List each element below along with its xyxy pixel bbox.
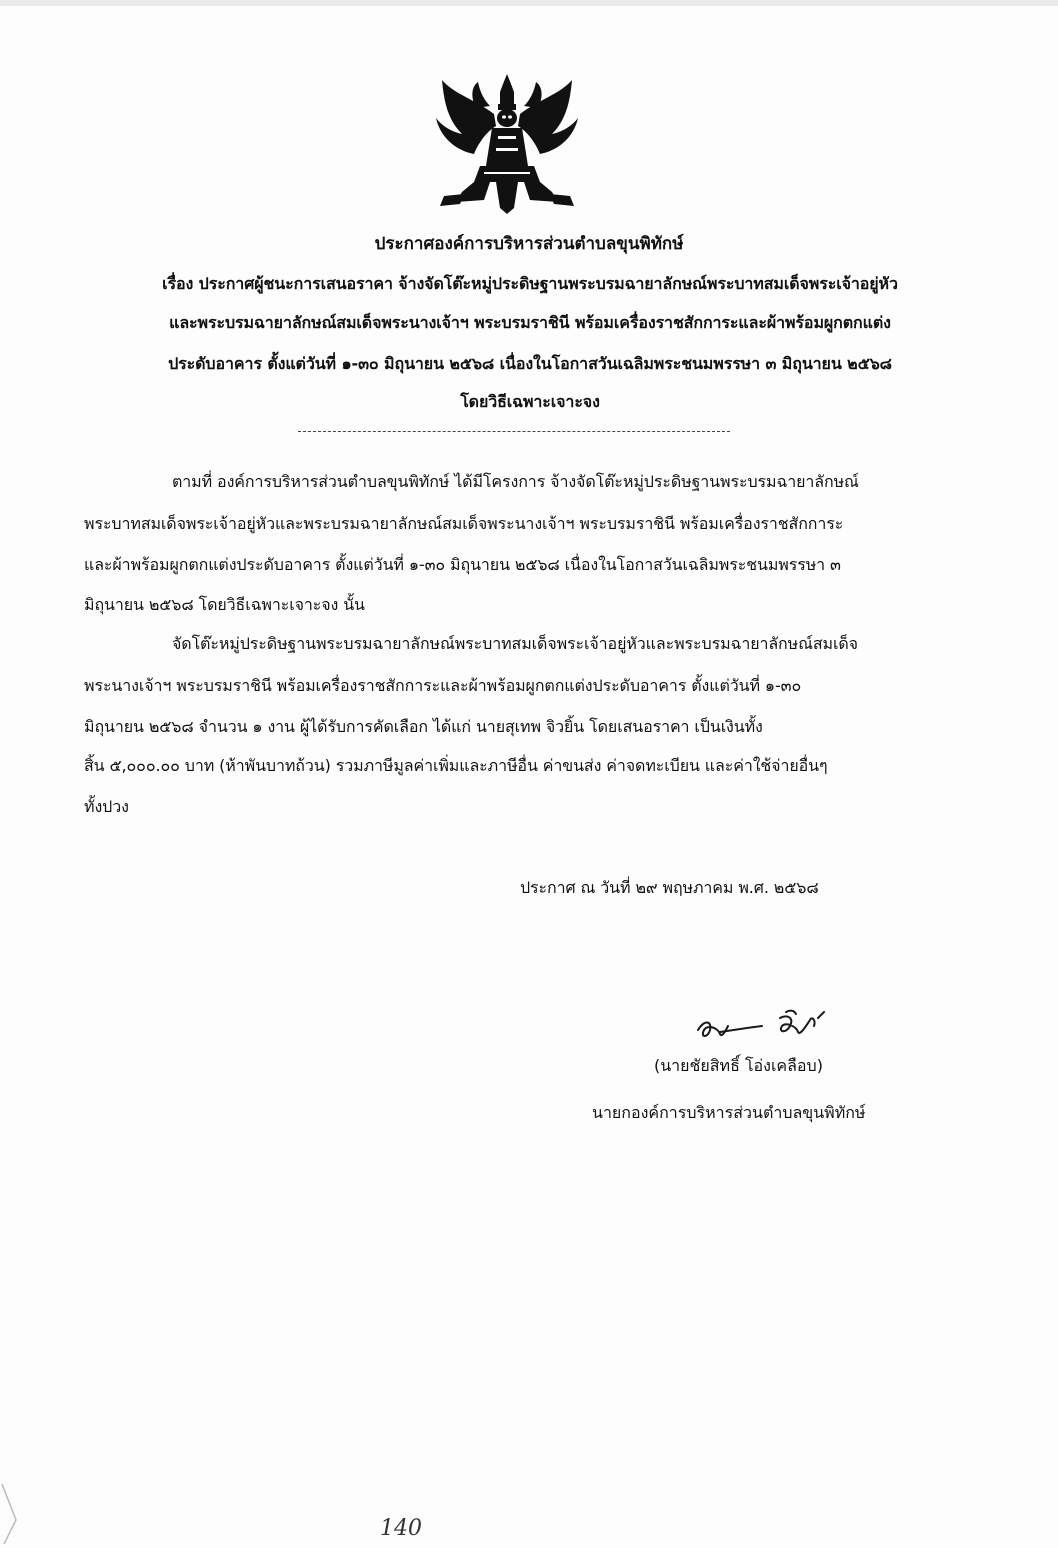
signer-position: นายกองค์การบริหารส่วนตำบลขุนพิทักษ์ <box>592 1103 866 1122</box>
handwritten-page-number: 140 <box>380 1516 422 1541</box>
paragraph2-line-3: มิถุนายน ๒๕๖๘ จำนวน ๑ งาน ผู้ได้รับการคัดเลือก ได้แก่ นายสุเทพ จิวยิ้น โดยเสนอราคา เป็นเงินทั้ง <box>84 717 763 736</box>
subject-line-4: โดยวิธีเฉพาะเจาะจง <box>460 392 600 411</box>
paragraph1-line-3: และผ้าพร้อมผูกตกแต่งประดับอาคาร ตั้งแต่วันที่ ๑-๓๐ มิถุนายน ๒๕๖๘ เนื่องในโอกาสวันเฉลิมพระชนมพรรษา ๓ <box>84 555 841 574</box>
paragraph2-line-4: สิ้น ๕,๐๐๐.๐๐ บาท (ห้าพันบาทถ้วน) รวมภาษีมูลค่าเพิ่มและภาษีอื่น ค่าขนส่ง ค่าจดทะเบียน และค่าใช้จ่ายอื่นๆ <box>84 756 828 775</box>
garuda-emblem-icon <box>434 74 580 214</box>
paragraph2-line-2: พระนางเจ้าฯ พระบรมราชินี พร้อมเครื่องราชสักการะและผ้าพร้อมผูกตกแต่งประดับอาคาร ตั้งแต่วันที่ ๑-๓๐ <box>84 676 802 695</box>
document-title: ประกาศองค์การบริหารส่วนตำบลขุนพิทักษ์ <box>374 234 684 254</box>
scan-top-edge <box>0 0 1058 6</box>
scan-corner-mark <box>0 1480 20 1548</box>
subject-line-3: ประดับอาคาร ตั้งแต่วันที่ ๑-๓๐ มิถุนายน ๒๕๖๘ เนื่องในโอกาสวันเฉลิมพระชนมพรรษา ๓ มิถุนายน ๒๕๖๘ <box>168 354 892 373</box>
announcement-date: ประกาศ ณ วันที่ ๒๙ พฤษภาคม พ.ศ. ๒๕๖๘ <box>520 878 819 897</box>
paragraph2-line-1: จัดโต๊ะหมู่ประดิษฐานพระบรมฉายาลักษณ์พระบาทสมเด็จพระเจ้าอยู่หัวและพระบรมฉายาลักษณ์สมเด็จ <box>172 634 858 653</box>
paragraph1-line-1: ตามที่ องค์การบริหารส่วนตำบลขุนพิทักษ์ ได้มีโครงการ จ้างจัดโต๊ะหมู่ประดิษฐานพระบรมฉายาลักษณ์ <box>172 472 859 491</box>
handwritten-signature <box>690 1008 850 1048</box>
divider-line <box>298 431 730 432</box>
paragraph1-line-2: พระบาทสมเด็จพระเจ้าอยู่หัวและพระบรมฉายาลักษณ์สมเด็จพระนางเจ้าฯ พระบรมราชินี พร้อมเครื่องราชสักการะ <box>84 514 844 533</box>
paragraph2-line-5: ทั้งปวง <box>84 797 129 816</box>
signer-name: (นายชัยสิทธิ์ โอ่งเคลือบ) <box>654 1056 823 1075</box>
subject-line-2: และพระบรมฉายาลักษณ์สมเด็จพระนางเจ้าฯ พระบรมราชินี พร้อมเครื่องราชสักการะและผ้าพร้อมผูกตกแต่ง <box>169 313 891 332</box>
subject-line-1: เรื่อง ประกาศผู้ชนะการเสนอราคา จ้างจัดโต๊ะหมู่ประดิษฐานพระบรมฉายาลักษณ์พระบาทสมเด็จพระเจ้าอยู่หัว <box>162 274 898 293</box>
paragraph1-line-4: มิถุนายน ๒๕๖๘ โดยวิธีเฉพาะเจาะจง นั้น <box>84 595 365 614</box>
